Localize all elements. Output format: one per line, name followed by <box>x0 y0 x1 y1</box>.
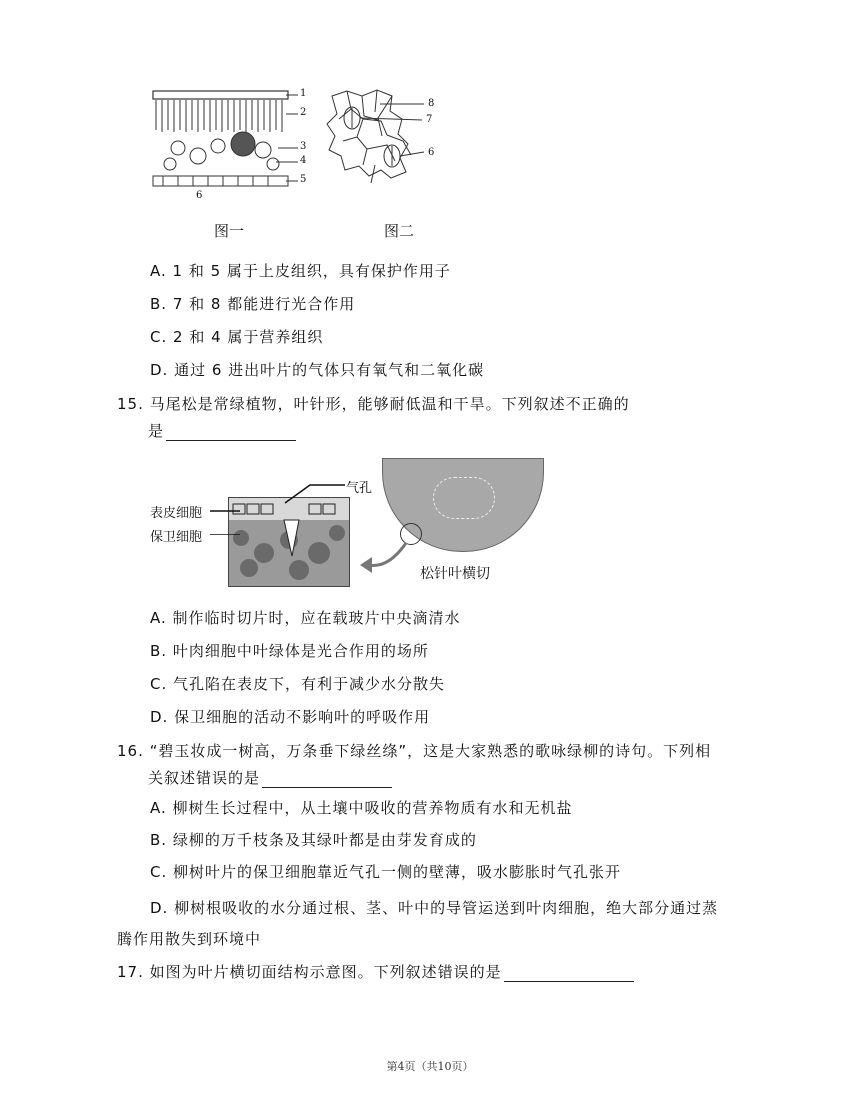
fig-b-label-8: 8 <box>428 98 435 109</box>
fig-b-label-7: 7 <box>426 114 433 125</box>
q16-answer-blank[interactable] <box>262 771 392 788</box>
fig-a-label-2: 2 <box>300 107 307 118</box>
leaf-section-drawing <box>148 86 318 206</box>
q15-stem-text: 是 <box>148 422 165 440</box>
q16-stem-text: 关叙述错误的是 <box>148 769 261 787</box>
q16-option-a: A. 柳树生长过程中，从土壤中吸收的营养物质有水和无机盐 <box>150 799 573 817</box>
q17-answer-blank[interactable] <box>504 965 634 982</box>
fig-a-caption: 图一 <box>214 222 245 240</box>
q14-option-b: B. 7 和 8 都能进行光合作用 <box>150 295 356 313</box>
q15-answer-blank[interactable] <box>166 424 296 441</box>
q15-option-b: B. 叶肉细胞中叶绿体是光合作用的场所 <box>150 642 429 660</box>
figure-pointer-lines <box>210 475 410 535</box>
q14-option-a: A. 1 和 5 属于上皮组织，具有保护作用子 <box>150 262 451 280</box>
figure-leaf-cross-section <box>148 86 318 206</box>
fig-a-label-5: 5 <box>300 174 307 185</box>
q16-option-d-cont: 腾作用散失到环境中 <box>117 930 262 948</box>
fig-a-label-6: 6 <box>196 190 203 201</box>
q16-stem-line2 <box>148 768 392 788</box>
label-epidermis-cell: 表皮细胞 <box>150 506 203 521</box>
q17-stem-line1 <box>117 962 634 982</box>
q16-option-d: D. 柳树根吸收的水分通过根、茎、叶中的导管运送到叶肉细胞，绝大部分通过蒸 <box>150 899 719 917</box>
fig-a-label-4: 4 <box>300 155 307 166</box>
q15-stem-line1: 15. 马尾松是常绿植物，叶针形，能够耐低温和干旱。下列叙述不正确的 <box>117 395 630 413</box>
fig-a-label-3: 3 <box>300 141 307 152</box>
q14-option-d: D. 通过 6 进出叶片的气体只有氧气和二氧化碳 <box>150 361 485 379</box>
q15-stem-line2 <box>148 421 296 441</box>
label-guard-cell: 保卫细胞 <box>150 530 203 545</box>
label-stoma: 气孔 <box>346 481 373 496</box>
q15-option-c: C. 气孔陷在表皮下，有利于减少水分散失 <box>150 675 446 693</box>
figure-epidermis <box>322 86 442 196</box>
fig-b-label-6: 6 <box>428 147 435 158</box>
epidermis-drawing <box>322 86 442 196</box>
q16-option-b: B. 绿柳的万千枝条及其绿叶都是由芽发育成的 <box>150 831 477 849</box>
q16-option-c: C. 柳树叶片的保卫细胞靠近气孔一侧的壁薄，吸水膨胀时气孔张开 <box>150 863 622 881</box>
pine-needle-figure <box>150 455 550 595</box>
q17-stem-text: 17. 如图为叶片横切面结构示意图。下列叙述错误的是 <box>117 963 502 981</box>
q16-stem-line1: 16. “碧玉妆成一树高，万条垂下绿丝绦”，这是大家熟悉的歌咏绿柳的诗句。下列相 <box>117 742 712 760</box>
arrow-icon <box>358 539 418 579</box>
fig-a-label-1: 1 <box>300 88 307 99</box>
fig-b-caption: 图二 <box>384 222 415 240</box>
label-pine-section: 松针叶横切 <box>420 566 490 582</box>
q15-option-d: D. 保卫细胞的活动不影响叶的呼吸作用 <box>150 708 431 726</box>
q14-option-c: C. 2 和 4 属于营养组织 <box>150 328 324 346</box>
page-number-footer: 第4页（共10页） <box>386 1060 474 1073</box>
q15-option-a: A. 制作临时切片时，应在载玻片中央滴清水 <box>150 609 461 627</box>
